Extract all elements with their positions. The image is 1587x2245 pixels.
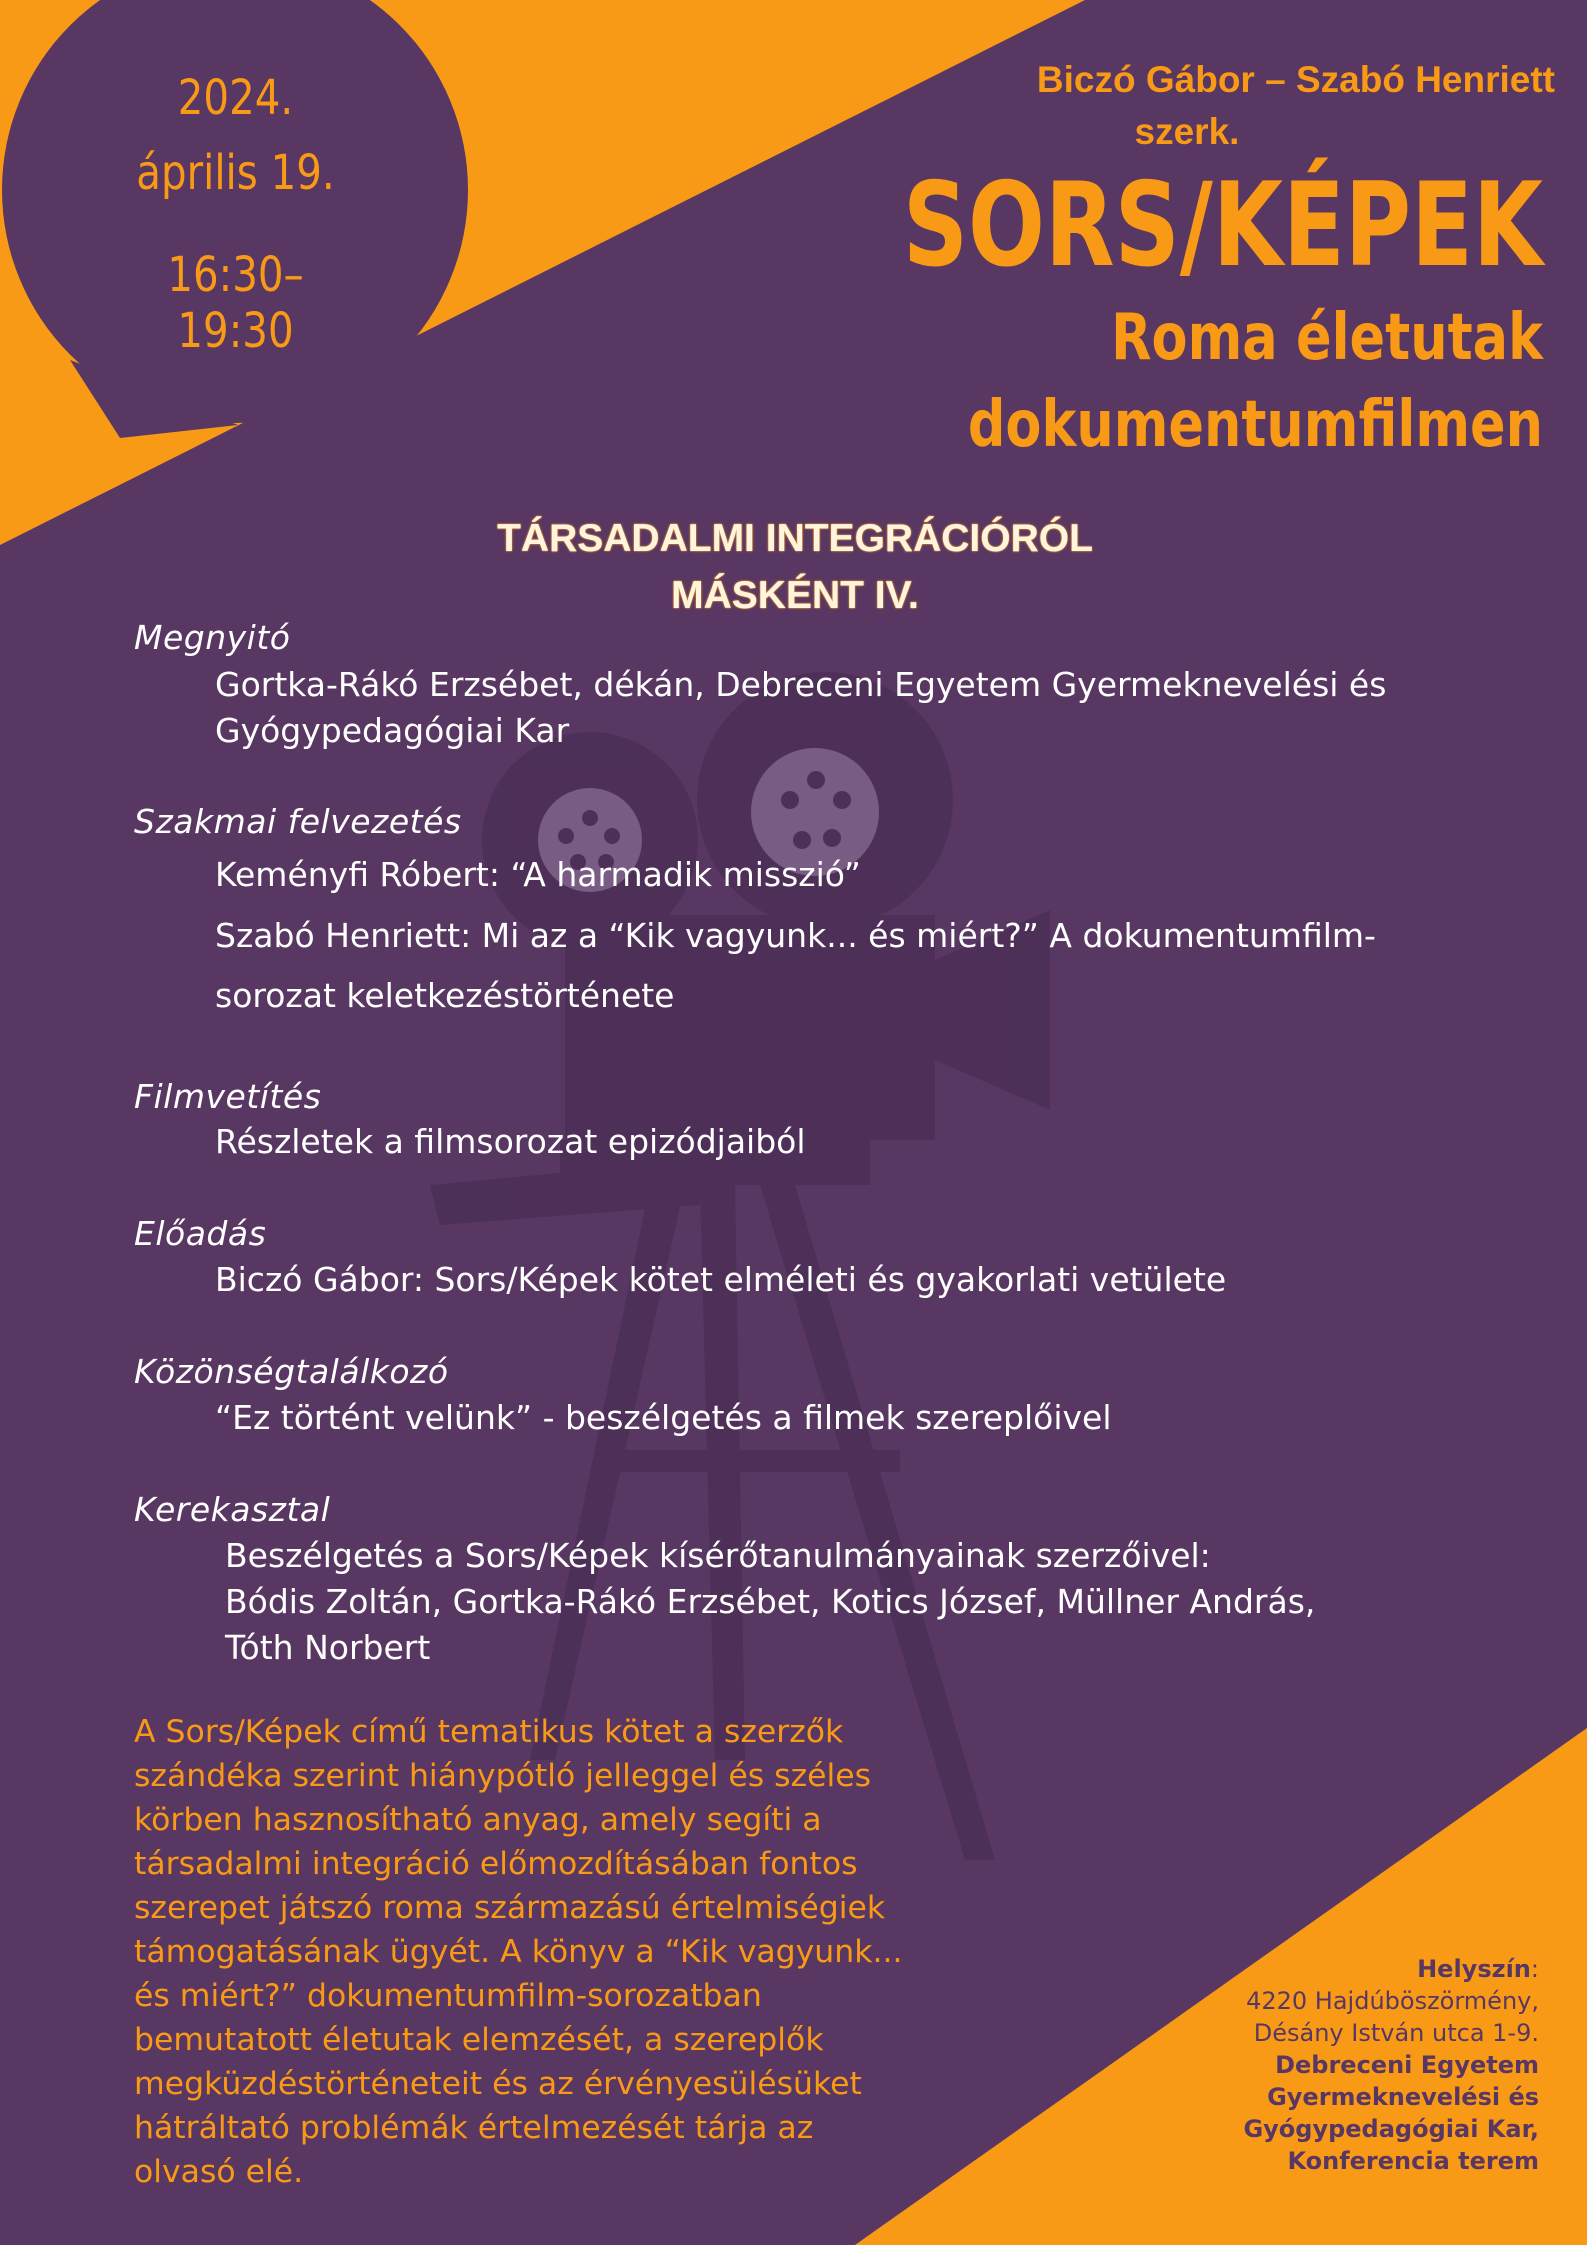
section-label-screening: Filmvetítés — [134, 1077, 322, 1116]
book-abstract — [134, 1710, 954, 2194]
screening-item: Részletek a filmsorozat epizódjaiból — [215, 1122, 806, 1161]
event-day: április 19. — [136, 145, 335, 201]
opening-line2: Gyógypedagógiai Kar — [215, 711, 570, 750]
venue-place2: Gyermeknevelési és — [1267, 2083, 1539, 2111]
venue-block — [1119, 1953, 1539, 2177]
venue-place4: Konferencia terem — [1287, 2147, 1539, 2175]
book-subtitle-line1: Roma életutak — [1111, 301, 1543, 375]
abstract-line: olvasó elé. — [134, 2154, 304, 2190]
roundtable-line3: Tóth Norbert — [225, 1628, 431, 1667]
event-heading-line1: TÁRSADALMI INTEGRÁCIÓRÓL — [497, 517, 1093, 560]
event-year: 2024. — [177, 70, 294, 126]
venue-place1: Debreceni Egyetem — [1275, 2051, 1539, 2079]
book-subtitle-line2: dokumentumfilmen — [967, 388, 1543, 462]
section-label-intro: Szakmai felvezetés — [134, 802, 462, 841]
venue-label-row — [1119, 1953, 1539, 1985]
book-title: SORS/KÉPEK — [902, 158, 1543, 293]
editors-names: Biczó Gábor – Szabó Henriett — [1036, 59, 1555, 100]
roundtable-line1: Beszélgetés a Sors/Képek kísérőtanulmányainak szerzőivel: — [225, 1536, 1211, 1575]
abstract-line: és miért?” dokumentumfilm-sorozatban — [134, 1978, 762, 2014]
editors-role: szerk. — [1134, 111, 1240, 152]
venue-place3: Gyógypedagógiai Kar, — [1243, 2115, 1539, 2143]
abstract-line: szándéka szerint hiánypótló jelleggel és széles — [134, 1758, 872, 1794]
abstract-line: bemutatott életutak elemzését, a szereplők — [134, 2022, 824, 2058]
abstract-line: körben hasznosítható anyag, amely segíti a — [134, 1802, 822, 1838]
event-heading — [395, 510, 1195, 624]
intro-item2-line1: Szabó Henriett: Mi az a “Kik vagyunk... és miért?” A dokumentumfilm- — [215, 916, 1376, 955]
meeting-item: “Ez történt velünk” - beszélgetés a filmek szereplőivel — [215, 1398, 1112, 1437]
abstract-line: támogatásának ügyét. A könyv a “Kik vagyunk... — [134, 1934, 903, 1970]
venue-label: Helyszín — [1417, 1955, 1531, 1983]
section-label-lecture: Előadás — [134, 1214, 267, 1253]
event-heading-line2: MÁSKÉNT IV. — [671, 574, 919, 617]
venue-address1: 4220 Hajdúböszörmény, — [1246, 1987, 1539, 2015]
abstract-line: A Sors/Képek című tematikus kötet a szerzők — [134, 1714, 844, 1750]
opening-line1: Gortka-Rákó Erzsébet, dékán, Debreceni Egyetem Gyermeknevelési és — [215, 665, 1387, 704]
event-time: 16:30–19:30 — [167, 247, 304, 359]
venue-label-colon: : — [1530, 1955, 1539, 1983]
section-label-meeting: Közönségtalálkozó — [134, 1352, 449, 1391]
lecture-item: Biczó Gábor: Sors/Képek kötet elméleti és gyakorlati vetülete — [215, 1260, 1227, 1299]
venue-address2: Désány István utca 1-9. — [1253, 2019, 1539, 2047]
intro-item2-line2: sorozat keletkezéstörténete — [215, 976, 675, 1015]
intro-item1: Keményfi Róbert: “A harmadik misszió” — [215, 855, 861, 894]
section-label-roundtable: Kerekasztal — [134, 1490, 331, 1529]
roundtable-line2: Bódis Zoltán, Gortka-Rákó Erzsébet, Kotics József, Müllner András, — [225, 1582, 1316, 1621]
abstract-line: megküzdéstörténeteit és az érvényesülésüket — [134, 2066, 862, 2102]
abstract-line: szerepet játszó roma származású értelmiségiek — [134, 1890, 886, 1926]
section-label-opening: Megnyitó — [134, 618, 291, 657]
abstract-line: társadalmi integráció előmozdításában fontos — [134, 1846, 858, 1882]
abstract-line: hátráltató problémák értelmezését tárja az — [134, 2110, 814, 2146]
